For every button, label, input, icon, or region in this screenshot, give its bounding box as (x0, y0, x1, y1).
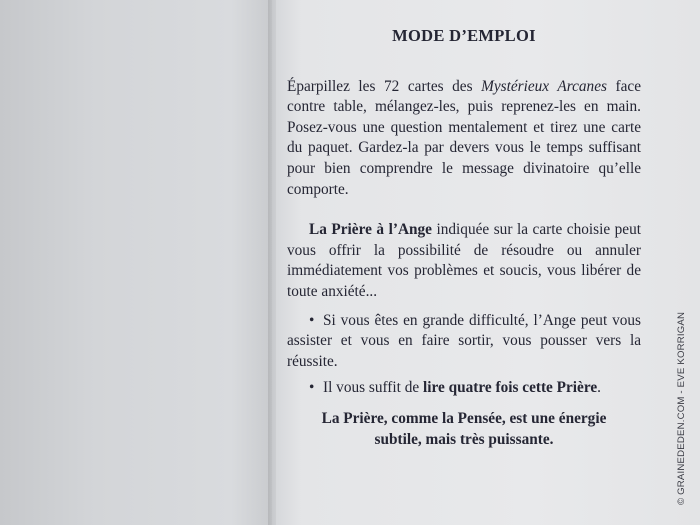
bullet2-text-b: . (597, 379, 601, 397)
left-blank-page (0, 0, 272, 525)
bullet1-text: Si vous êtes en grande difficulté, l’Ange peut vous assister et vous en faire sortir, vous pousser vers la réussite. (287, 311, 641, 370)
bullet-marker: • (309, 311, 315, 329)
para1-italic-title: Mystérieux Arcanes (481, 77, 607, 95)
paragraph-prayer (287, 220, 641, 302)
bullet-marker: • (309, 379, 315, 397)
instructions-text (287, 26, 641, 450)
bullet2-text-a: Il vous suffit de (323, 379, 423, 397)
page-heading: MODE D’EMPLOI (392, 26, 536, 45)
bullet-item-difficulty (287, 311, 641, 373)
closing-line-1: La Prière, comme la Pensée, est une énergie (321, 409, 607, 427)
para1-text-a: Éparpillez les 72 cartes des (287, 77, 482, 95)
para2-bold-title: La Prière à l’Ange (309, 221, 432, 239)
bullet2-bold: lire quatre fois cette Prière (423, 379, 598, 397)
watermark-text: GRAINEDEDEN.COM - EVE KORRIGAN (676, 311, 687, 498)
bullet-item-read (287, 378, 641, 399)
paragraph-instructions (287, 77, 641, 201)
copyright-watermark (676, 312, 687, 505)
para1-text-b: face contre table, mélangez-les, puis reprenez-les en main. Posez-vous une question mentalement et tirez une carte du paquet. Gardez-la par devers vous le temps suffisant pour bien comprendre le message divinatoire qu’elle comporte. (287, 77, 641, 198)
para2-text: indiquée sur la carte choisie peut vous offrir la possibilité de résoudre ou annuler immédiatement vos problèmes et soucis, vous libérer de toute anxiété... (287, 221, 641, 300)
closing-statement (287, 409, 641, 450)
copyright-icon: © (676, 497, 687, 505)
closing-line-2: subtile, mais très puissante. (374, 430, 554, 448)
